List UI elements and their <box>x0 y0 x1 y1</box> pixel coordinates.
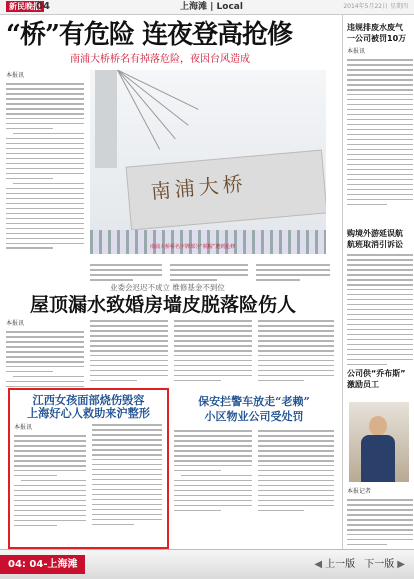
next-page-link[interactable]: 下一版 <box>364 559 395 570</box>
person-body <box>361 435 395 482</box>
boxed-story-headline-line1: 江西女孩面部烧伤毁容 <box>32 393 145 407</box>
bridge-name-sign <box>126 150 326 231</box>
page-navigation-bar <box>0 549 414 579</box>
bridge-pylon <box>95 70 117 168</box>
third-story-col-1 <box>174 430 252 515</box>
page-header <box>0 0 414 15</box>
main-story-continued-3 <box>256 264 330 284</box>
boxed-story-col-2 <box>92 424 162 529</box>
right-story3-headline-a: 公司供“乔布斯” <box>347 369 406 378</box>
second-story-col-1 <box>6 320 84 391</box>
second-story-kicker: 业委会迟迟不成立 维修基金不到位 <box>110 283 225 292</box>
current-page-label: 04: 04-上海滩 <box>0 555 85 574</box>
previous-page-link[interactable]: 上一版 <box>325 559 356 570</box>
boxed-story-headline-line2: 上海好心人救助来沪整形 <box>26 406 151 420</box>
right-story1-headline-b: 一公司被罚10万 <box>347 34 407 43</box>
byline: 本报讯 <box>14 424 33 431</box>
third-story-headline <box>174 394 334 424</box>
right-story1-headline-a: 违规排废水废气 <box>347 23 403 32</box>
right-story2-headline-a: 购境外游延误航 <box>347 229 403 238</box>
page-navigation <box>311 555 408 574</box>
photo-caption: 南浦大桥桥名字牌部分“脱帽”遭到抢修 <box>150 244 236 250</box>
right-story3-headline-b: 激励员工 <box>347 380 379 389</box>
second-story-col-2 <box>90 320 168 385</box>
main-story-continued-2 <box>170 264 248 284</box>
person-head <box>369 416 387 436</box>
issue-date: 2014年5月22日 星期四 <box>343 3 408 10</box>
boxed-story-col-1 <box>14 424 86 530</box>
cable <box>117 70 176 139</box>
byline: 本报讯 <box>6 72 25 79</box>
cable <box>117 70 189 126</box>
right-story3-photo <box>349 402 409 482</box>
bridge-sign-text: 南浦大桥 <box>149 171 248 204</box>
main-subheadline: 南浦大桥桥名有掉落危险，夜因台风造成 <box>70 54 250 65</box>
next-arrow-icon[interactable]: ▶ <box>397 559 405 570</box>
byline: 本报记者 <box>347 488 372 495</box>
cable <box>117 70 198 110</box>
highlighted-story-box <box>8 388 169 549</box>
bridge-photo <box>90 70 326 254</box>
third-story-headline-line2: 小区物业公司受处罚 <box>204 410 304 423</box>
right-story1-body <box>347 48 413 209</box>
third-story-headline-line1: 保安拦警车放走“老赖” <box>198 395 310 408</box>
second-story-col-4 <box>258 320 334 385</box>
main-headline: “桥”有危险 连夜登高抢修 <box>6 20 292 50</box>
right-story3-body <box>347 488 413 549</box>
right-story2-body <box>347 254 413 369</box>
page-number: 04 <box>36 1 50 12</box>
third-story-col-2 <box>258 430 334 515</box>
right-column <box>342 14 414 549</box>
main-story-body <box>6 72 84 252</box>
right-story2-headline-b: 航班取消引诉讼 <box>347 240 403 249</box>
main-story-continued-1 <box>90 264 162 284</box>
second-story-col-3 <box>174 320 252 385</box>
byline: 本报讯 <box>347 48 366 55</box>
newspaper-logo: 新民晚报 <box>6 1 44 12</box>
cable <box>117 70 160 150</box>
prev-arrow-icon[interactable]: ◀ <box>314 559 323 570</box>
second-story-headline: 屋顶漏水致婚房墙皮脱落险伤人 <box>30 294 297 316</box>
section-name: 上海滩 | Local <box>180 2 243 12</box>
byline: 本报讯 <box>6 320 25 327</box>
